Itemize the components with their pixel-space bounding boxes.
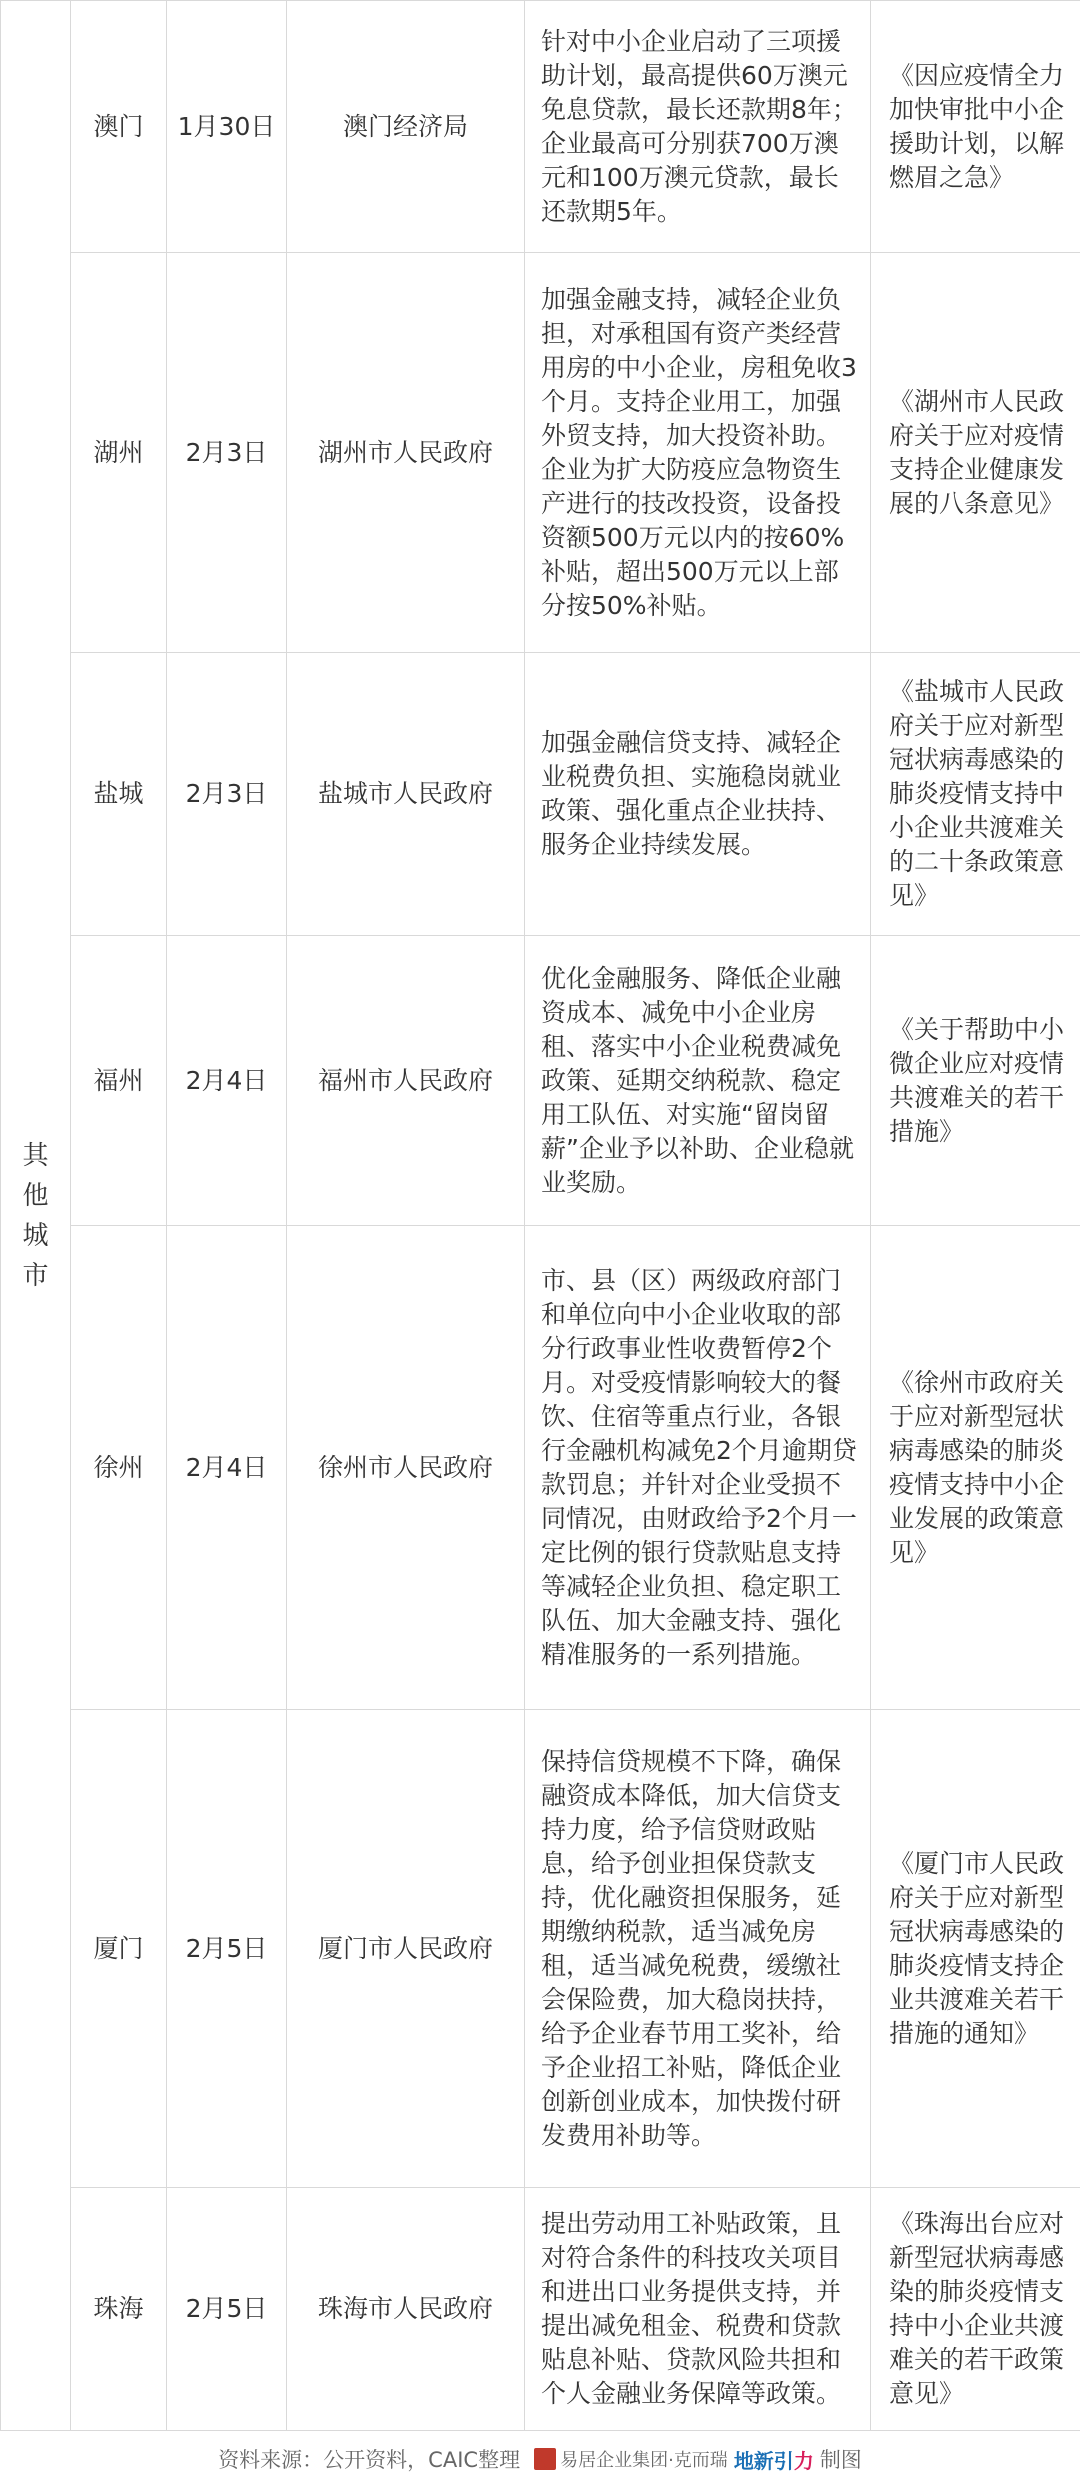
logo-text: 易居企业集团·克而瑞 [560,2450,728,2471]
date-cell: 2月3日 [167,253,287,653]
content-cell: 针对中小企业启动了三项援助计划，最高提供60万澳元免息贷款，最长还款期8年；企业最高可分别获700万澳元和100万澳元贷款，最长还款期5年。 [525,1,871,253]
brand-accent: 力 [793,2448,814,2473]
department-cell: 厦门市人民政府 [287,1710,525,2188]
content-cell: 市、县（区）两级政府部门和单位向中小企业收取的部分行政事业性收费暂停2个月。对受疫情影响较大的餐饮、住宿等重点行业，各银行金融机构减免2个月逾期贷款罚息；并针对企业受损不同情况，由财政给予2个月一定比例的银行贷款贴息支持等减轻企业负担、稳定职工队伍、加大金融支持、强化精准服务的一系列措施。 [525,1226,871,1710]
city-cell: 湖州 [71,253,167,653]
publisher-logo [534,2446,728,2472]
department-cell: 福州市人民政府 [287,936,525,1226]
table-row [1,2188,1080,2431]
city-cell: 福州 [71,936,167,1226]
date-cell: 2月3日 [167,653,287,936]
brand-name [734,2445,814,2474]
city-cell: 珠海 [71,2188,167,2431]
policy-cell: 《厦门市人民政府关于应对新型冠状病毒感染的肺炎疫情支持企业共渡难关若干措施的通知》 [871,1710,1080,2188]
policy-cell: 《徐州市政府关于应对新型冠状病毒感染的肺炎疫情支持中小企业发展的政策意见》 [871,1226,1080,1710]
policy-cell: 《关于帮助中小微企业应对疫情共渡难关的若干措施》 [871,936,1080,1226]
date-cell: 2月5日 [167,2188,287,2431]
footer-tail: 制图 [819,2448,862,2472]
date-cell: 2月4日 [167,1226,287,1710]
source-text: 资料来源：公开资料，CAIC整理 [218,2448,521,2472]
department-cell: 徐州市人民政府 [287,1226,525,1710]
policy-cell: 《湖州市人民政府关于应对疫情支持企业健康发展的八条意见》 [871,253,1080,653]
content-cell: 加强金融信贷支持、减轻企业税费负担、实施稳岗就业政策、强化重点企业扶持、服务企业持续发展。 [525,653,871,936]
content-cell: 提出劳动用工补贴政策，且对符合条件的科技攻关项目和进出口业务提供支持，并提出减免租金、税费和贷款贴息补贴、贷款风险共担和个人金融业务保障等政策。 [525,2188,871,2431]
table-row [1,1710,1080,2188]
table-row [1,1,1080,253]
department-cell: 盐城市人民政府 [287,653,525,936]
content-cell: 优化金融服务、降低企业融资成本、减免中小企业房租、落实中小企业税费减免政策、延期交纳税款、稳定用工队伍、对实施“留岗留薪”企业予以补助、企业稳就业奖励。 [525,936,871,1226]
table-row [1,936,1080,1226]
department-cell: 珠海市人民政府 [287,2188,525,2431]
date-cell: 2月5日 [167,1710,287,2188]
content-cell: 加强金融支持，减轻企业负担，对承租国有资产类经营用房的中小企业，房租免收3个月。支持企业用工，加强外贸支持，加大投资补助。企业为扩大防疫应急物资生产进行的技改投资，设备投资额500万元以内的按60%补贴，超出500万元以上部分按50%补贴。 [525,253,871,653]
group-cell [1,1,71,2431]
table-row [1,253,1080,653]
city-cell: 盐城 [71,653,167,936]
table-row [1,653,1080,936]
department-cell: 澳门经济局 [287,1,525,253]
city-cell: 徐州 [71,1226,167,1710]
table-row [1,1226,1080,1710]
department-cell: 湖州市人民政府 [287,253,525,653]
source-footer [0,2430,1080,2488]
city-cell: 澳门 [71,1,167,253]
policy-cell: 《盐城市人民政府关于应对新型冠状病毒感染的肺炎疫情支持中小企业共渡难关的二十条政策意见》 [871,653,1080,936]
policy-cell: 《珠海出台应对新型冠状病毒感染的肺炎疫情支持中小企业共渡难关的若干政策意见》 [871,2188,1080,2431]
date-cell: 2月4日 [167,936,287,1226]
city-cell: 厦门 [71,1710,167,2188]
content-cell: 保持信贷规模不下降，确保融资成本降低，加大信贷支持力度，给予信贷财政贴息，给予创业担保贷款支持，优化融资担保服务，延期缴纳税款，适当减免房租，适当减免税费，缓缴社会保险费，加大稳岗扶持，给予企业春节用工奖补，给予企业招工补贴，降低企业创新创业成本，加快拨付研发费用补助等。 [525,1710,871,2188]
group-label: 其他城市 [22,1140,49,1291]
logo-icon [534,2448,556,2470]
date-cell: 1月30日 [167,1,287,253]
policy-cell: 《因应疫情全力加快审批中小企援助计划，以解燃眉之急》 [871,1,1080,253]
brand-main: 地新引 [733,2448,794,2473]
